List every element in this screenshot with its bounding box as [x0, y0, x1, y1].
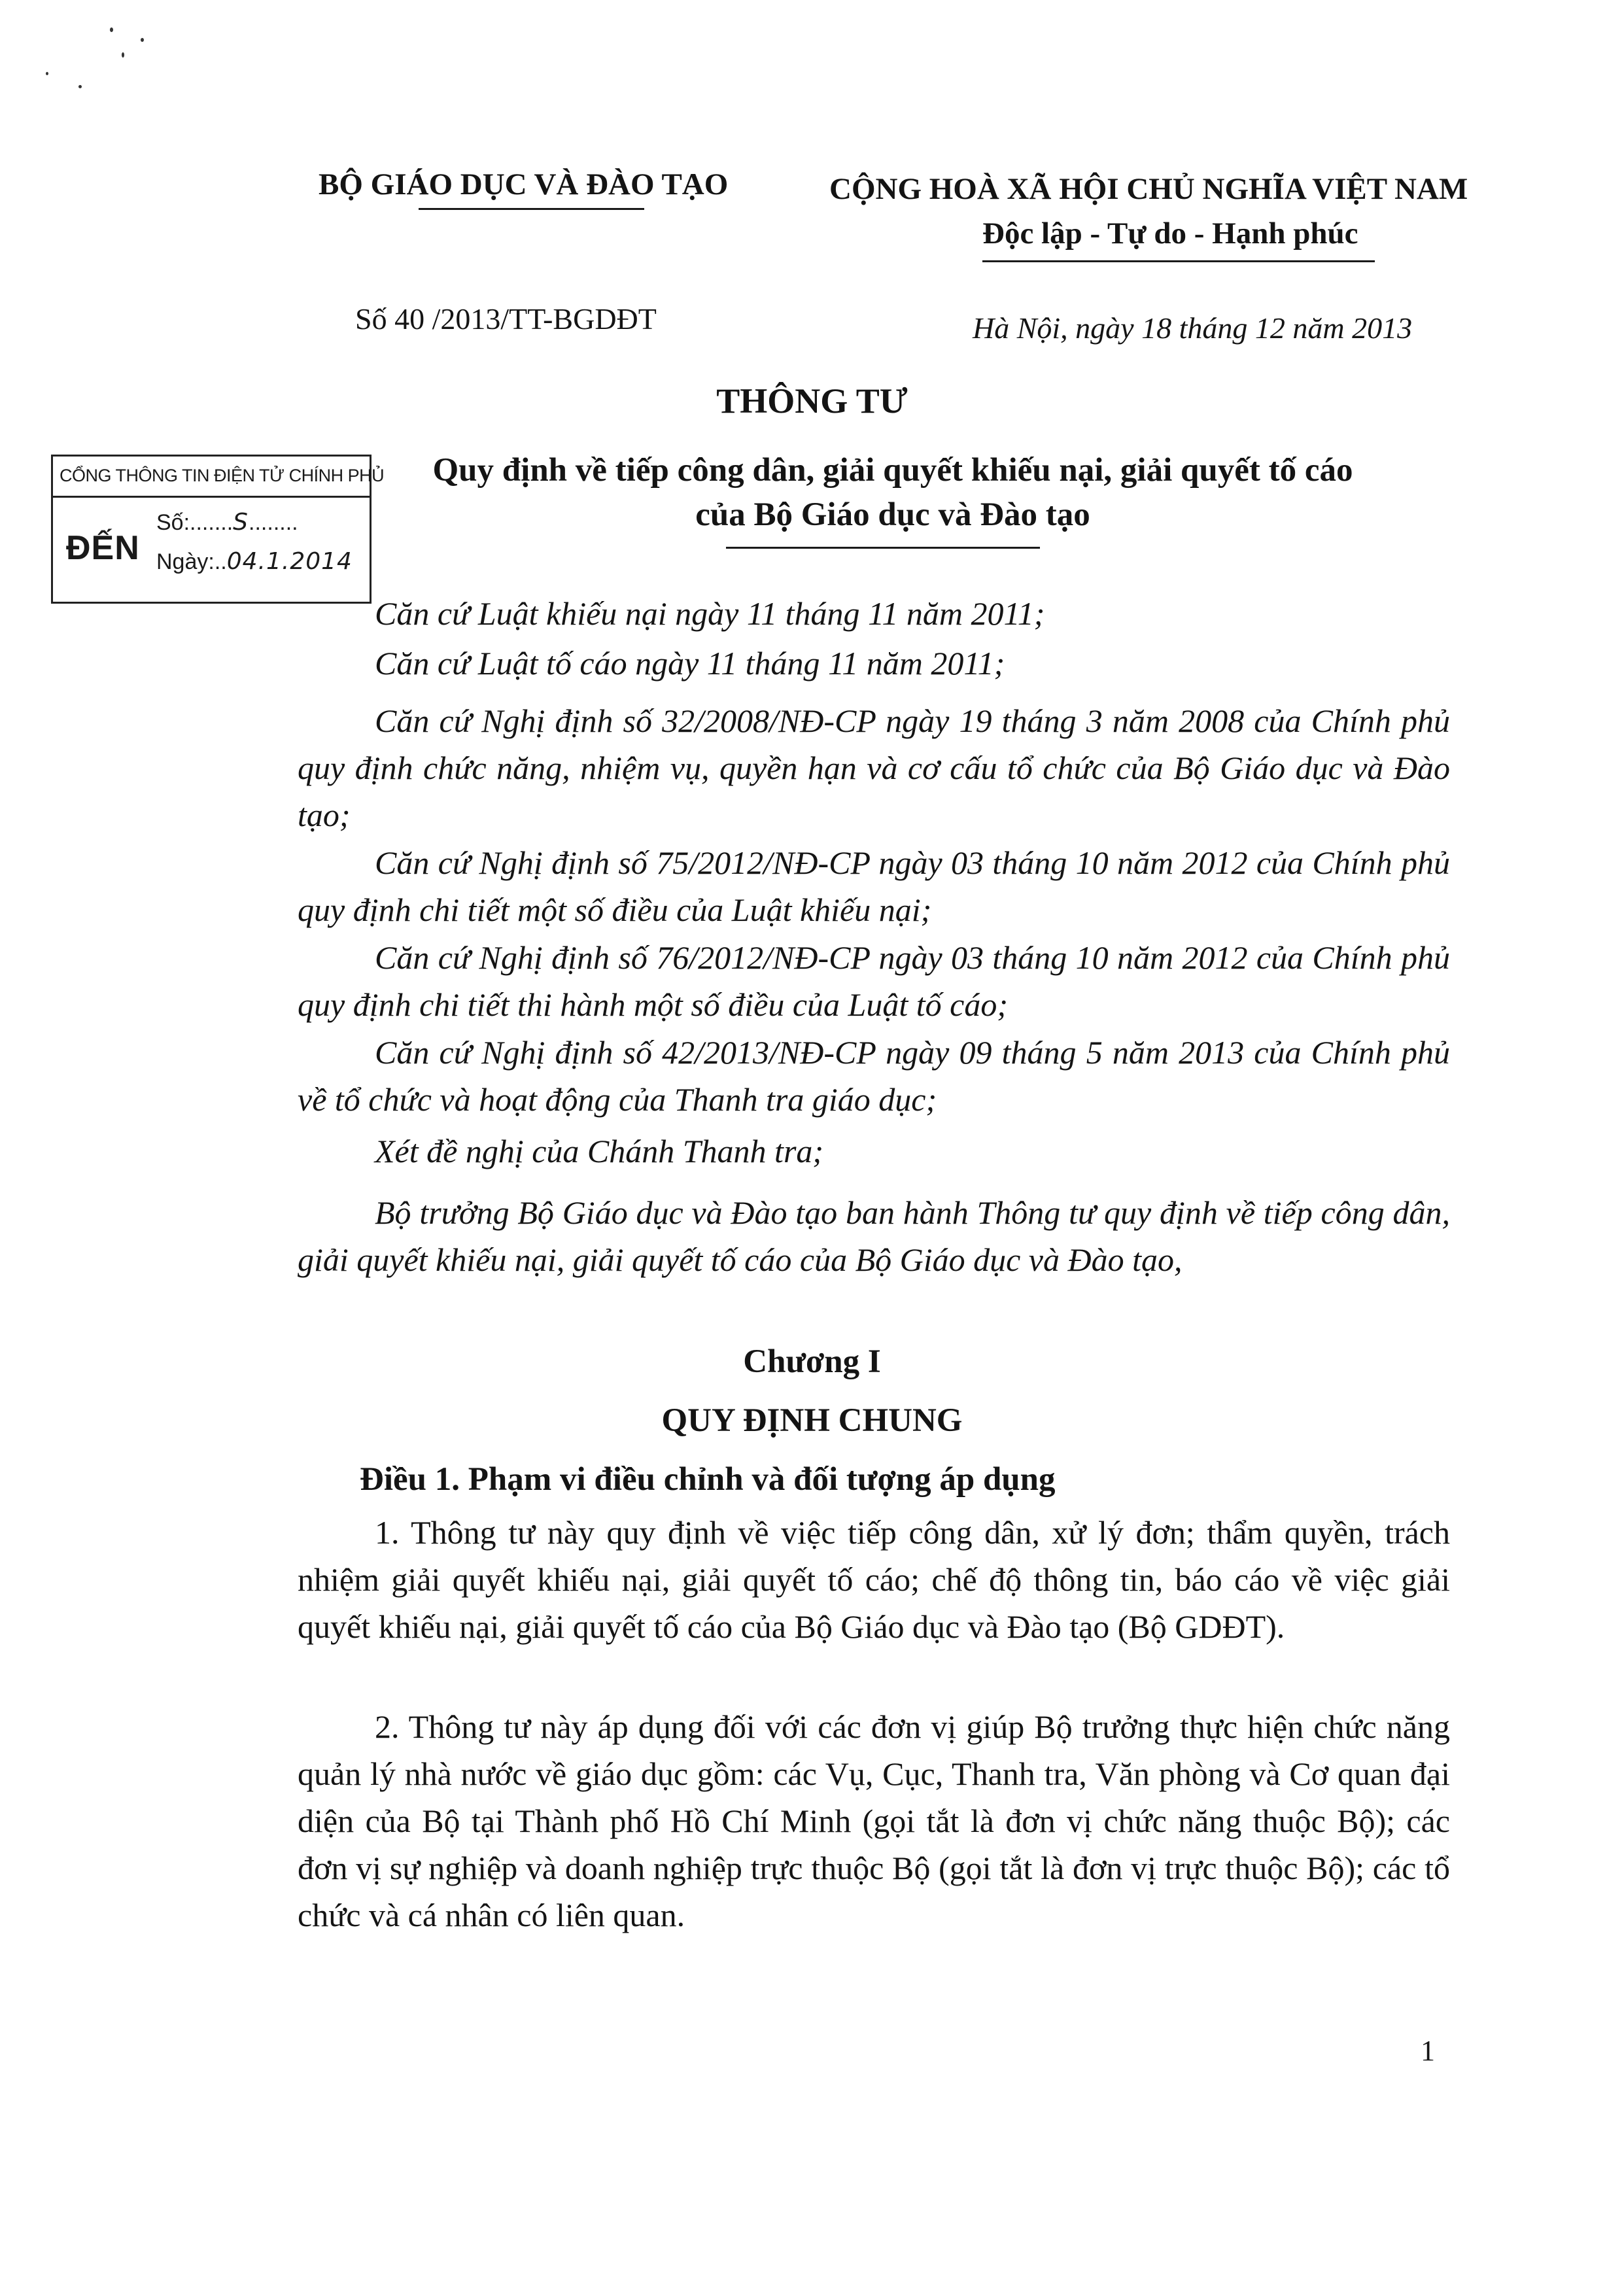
stamp-date-row	[156, 548, 353, 575]
ministry-name: BỘ GIÁO DỤC VÀ ĐÀO TẠO	[319, 167, 729, 201]
title-underline	[726, 547, 1040, 549]
received-stamp	[51, 455, 385, 604]
stamp-date-label: Ngày:..	[156, 549, 227, 574]
chapter-name: QUY ĐỊNH CHUNG	[661, 1402, 963, 1439]
scan-speck	[141, 38, 144, 42]
ministry-underline	[419, 208, 644, 210]
scan-speck	[122, 52, 124, 58]
document-type: THÔNG TƯ	[716, 381, 908, 421]
page-number: 1	[1421, 2035, 1435, 2067]
national-motto: Độc lập - Tự do - Hạnh phúc	[982, 216, 1358, 250]
stamp-number-value: S	[233, 509, 249, 536]
preamble-item: Căn cứ Nghị định số 42/2013/NĐ-CP ngày 09 tháng 5 năm 2013 của Chính phủ về tổ chức và hoạt động của Thanh tra giáo dục;	[298, 1034, 1450, 1118]
motto-underline	[982, 260, 1375, 262]
stamp-number-dots: ........	[249, 510, 298, 535]
stamp-date-value: 04.1.2014	[226, 548, 353, 575]
place-and-date: Hà Nội, ngày 18 tháng 12 năm 2013	[973, 311, 1413, 345]
document-subtitle-line1: Quy định về tiếp công dân, giải quyết khiếu nại, giải quyết tố cáo	[432, 452, 1353, 489]
preamble-item: Bộ trưởng Bộ Giáo dục và Đào tạo ban hành Thông tư quy định về tiếp công dân, giải quyết khiếu nại, giải quyết tố cáo của Bộ Giáo dục và Đào tạo,	[298, 1194, 1450, 1278]
scan-speck	[78, 85, 82, 88]
chapter-number: Chương I	[743, 1343, 881, 1380]
stamp-number-label: Số:.......	[156, 510, 233, 535]
article-heading: Điều 1. Phạm vi điều chỉnh và đối tượng áp dụng	[360, 1461, 1056, 1498]
preamble-item: Xét đề nghị của Chánh Thanh tra;	[375, 1133, 824, 1169]
stamp-number-row	[156, 509, 298, 536]
document-subtitle-line2: của Bộ Giáo dục và Đào tạo	[695, 496, 1090, 533]
stamp-divider	[53, 496, 370, 498]
preamble-item: Căn cứ Luật tố cáo ngày 11 tháng 11 năm 2011;	[375, 645, 1005, 682]
preamble-item: Căn cứ Luật khiếu nại ngày 11 tháng 11 năm 2011;	[375, 595, 1045, 632]
document-number: Số 40 /2013/TT-BGDĐT	[355, 302, 657, 336]
preamble-item: Căn cứ Nghị định số 32/2008/NĐ-CP ngày 19 tháng 3 năm 2008 của Chính phủ quy định chức năng, nhiệm vụ, quyền hạn và cơ cấu tổ chức của Bộ Giáo dục và Đào tạo;	[298, 702, 1450, 833]
stamp-label: ĐẾN	[66, 529, 140, 567]
preamble-item: Căn cứ Nghị định số 76/2012/NĐ-CP ngày 03 tháng 10 năm 2012 của Chính phủ quy định chi tiết thi hành một số điều của Luật tố cáo;	[298, 939, 1450, 1023]
scan-speck	[46, 72, 48, 75]
scan-speck	[110, 27, 113, 32]
preamble-item: Căn cứ Nghị định số 75/2012/NĐ-CP ngày 03 tháng 10 năm 2012 của Chính phủ quy định chi tiết một số điều của Luật khiếu nại;	[298, 844, 1450, 928]
stamp-header: CỔNG THÔNG TIN ĐIỆN TỬ CHÍNH PHỦ	[60, 466, 385, 485]
article-clause: 2. Thông tư này áp dụng đối với các đơn vị giúp Bộ trưởng thực hiện chức năng quản lý nhà nước về giáo dục gồm: các Vụ, Cục, Thanh tra, Văn phòng và Cơ quan đại diện của Bộ tại Thành phố Hồ Chí Minh (gọi tắt là đơn vị chức năng thuộc Bộ); các đơn vị sự nghiệp và doanh nghiệp trực thuộc Bộ (gọi tắt là đơn vị trực thuộc Bộ); các tổ chức và cá nhân có liên quan.	[298, 1708, 1450, 1933]
country-name: CỘNG HOÀ XÃ HỘI CHỦ NGHĨA VIỆT NAM	[829, 172, 1468, 206]
article-clause: 1. Thông tư này quy định về việc tiếp công dân, xử lý đơn; thẩm quyền, trách nhiệm giải quyết khiếu nại, giải quyết tố cáo; chế độ thông tin, báo cáo về việc giải quyết khiếu nại, giải quyết tố cáo của Bộ Giáo dục và Đào tạo (Bộ GDĐT).	[298, 1514, 1450, 1645]
